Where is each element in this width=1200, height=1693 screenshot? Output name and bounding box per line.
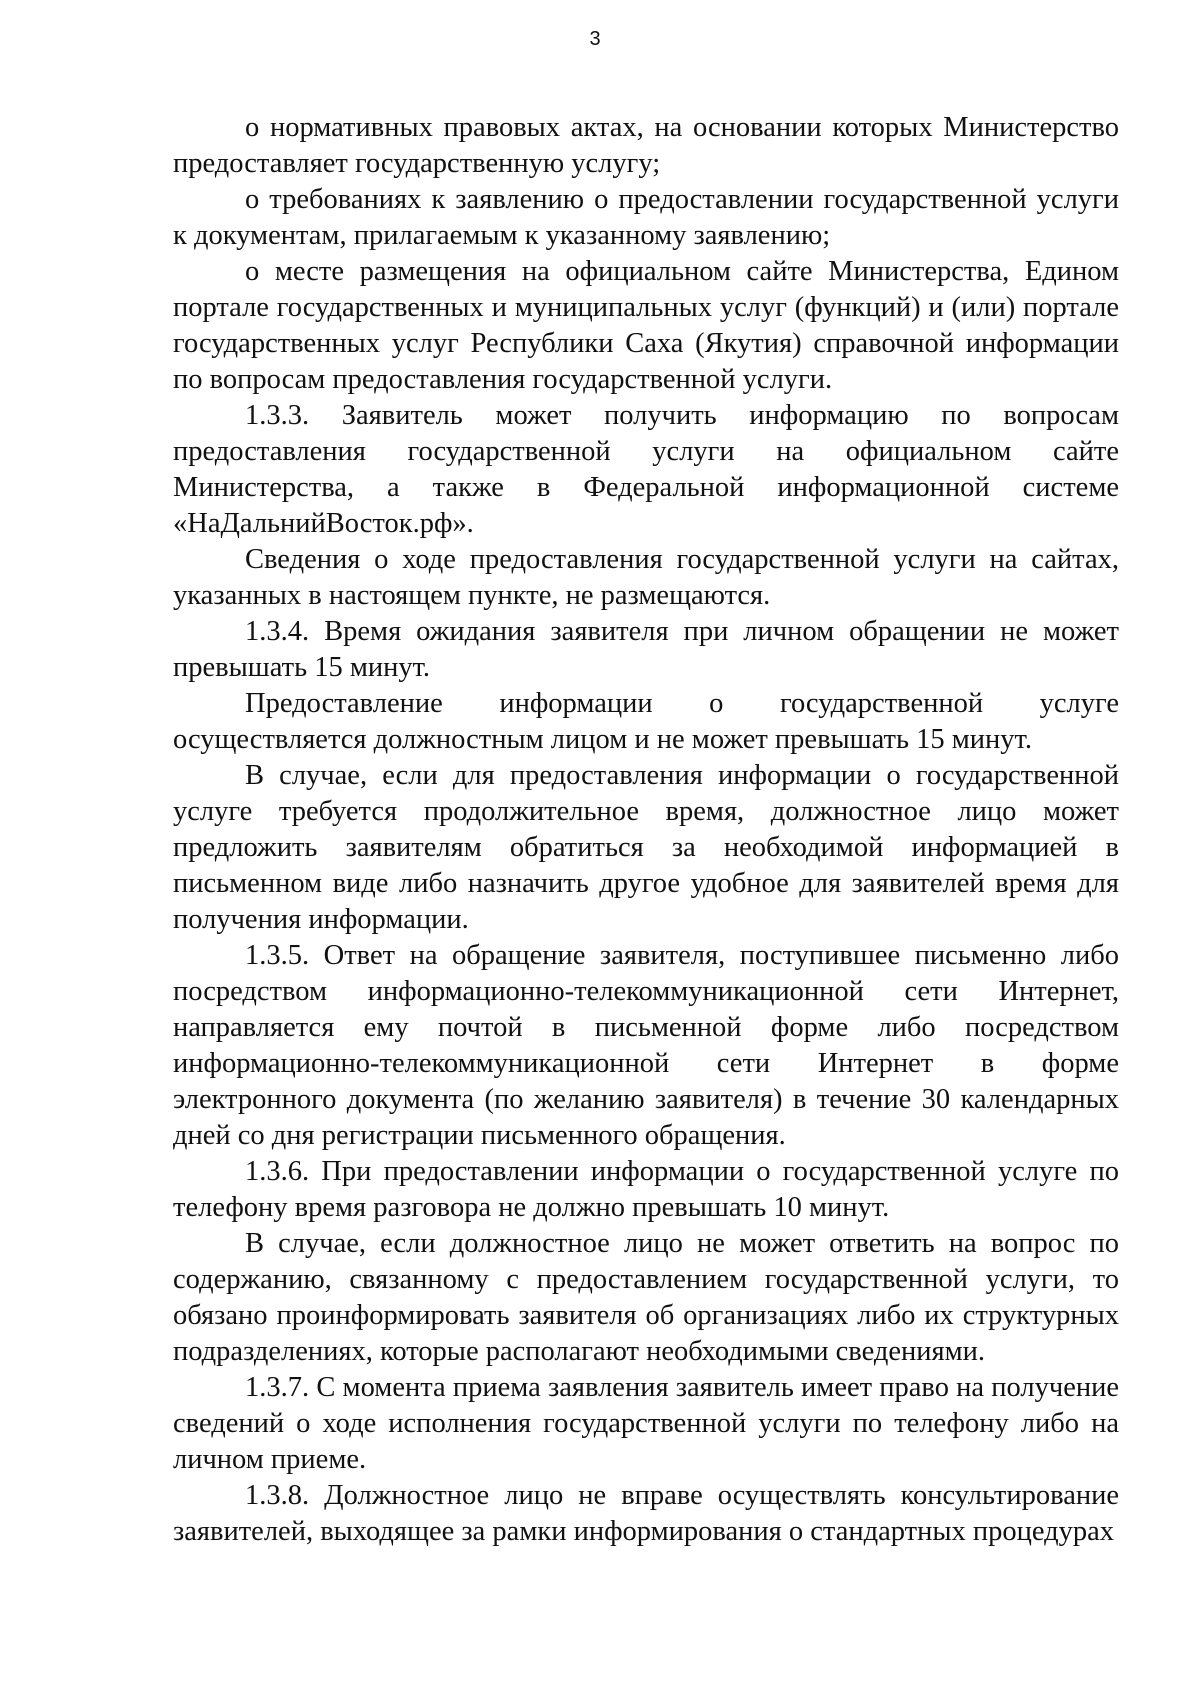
paragraph: В случае, если для предоставления информации о государственной услуге требуется продолжительное время, должностное лицо может предложить заявителям обратиться за необходимой информацией в письменном виде либо назначить другое удобное для заявителей время для получения информации. (173, 760, 1119, 935)
paragraph: 1.3.8. Должностное лицо не вправе осуществлять консультирование заявителей, выходящее за рамки информирования о стандартных процедурах (173, 1480, 1119, 1547)
paragraph: о требованиях к заявлению о предоставлении государственной услуги к документам, прилагаемым к указанному заявлению; (173, 184, 1119, 251)
paragraph: о месте размещения на официальном сайте Министерства, Едином портале государственных и муниципальных услуг (функций) и (или) портале государственных услуг Республики Саха (Якутия) справочной информации по вопросам предоставления государственной услуги. (173, 256, 1119, 395)
paragraph: 1.3.7. С момента приема заявления заявитель имеет право на получение сведений о ходе исполнения государственной услуги по телефону либо на личном приеме. (173, 1372, 1119, 1475)
paragraph: В случае, если должностное лицо не может ответить на вопрос по содержанию, связанному с предоставлением государственной услуги, то обязано проинформировать заявителя об организациях либо их структурных подразделениях, которые располагают необходимыми сведениями. (173, 1228, 1119, 1367)
paragraph: 1.3.6. При предоставлении информации о государственной услуге по телефону время разговора не должно превышать 10 минут. (173, 1156, 1119, 1223)
paragraph: 1.3.5. Ответ на обращение заявителя, поступившее письменно либо посредством информационно-телекоммуникационной сети Интернет, направляется ему почтой в письменной форме либо посредством информационно-телекоммуникационной сети Интернет в форме электронного документа (по желанию заявителя) в течение 30 календарных дней со дня регистрации письменного обращения. (173, 940, 1119, 1151)
document-body (173, 110, 1119, 1550)
paragraph: 1.3.4. Время ожидания заявителя при личном обращении не может превышать 15 минут. (173, 616, 1119, 683)
paragraph: Предоставление информации о государственной услуге осуществляется должностным лицом и не может превышать 15 минут. (173, 688, 1119, 755)
paragraph: Сведения о ходе предоставления государственной услуги на сайтах, указанных в настоящем пункте, не размещаются. (173, 544, 1119, 611)
page-number: 3 (589, 28, 601, 50)
paragraph: 1.3.3. Заявитель может получить информацию по вопросам предоставления государственной услуги на официальном сайте Министерства, а также в Федеральной информационной системе «НаДальнийВосток.рф». (173, 400, 1119, 539)
paragraph: о нормативных правовых актах, на основании которых Министерство предоставляет государственную услугу; (173, 112, 1119, 179)
